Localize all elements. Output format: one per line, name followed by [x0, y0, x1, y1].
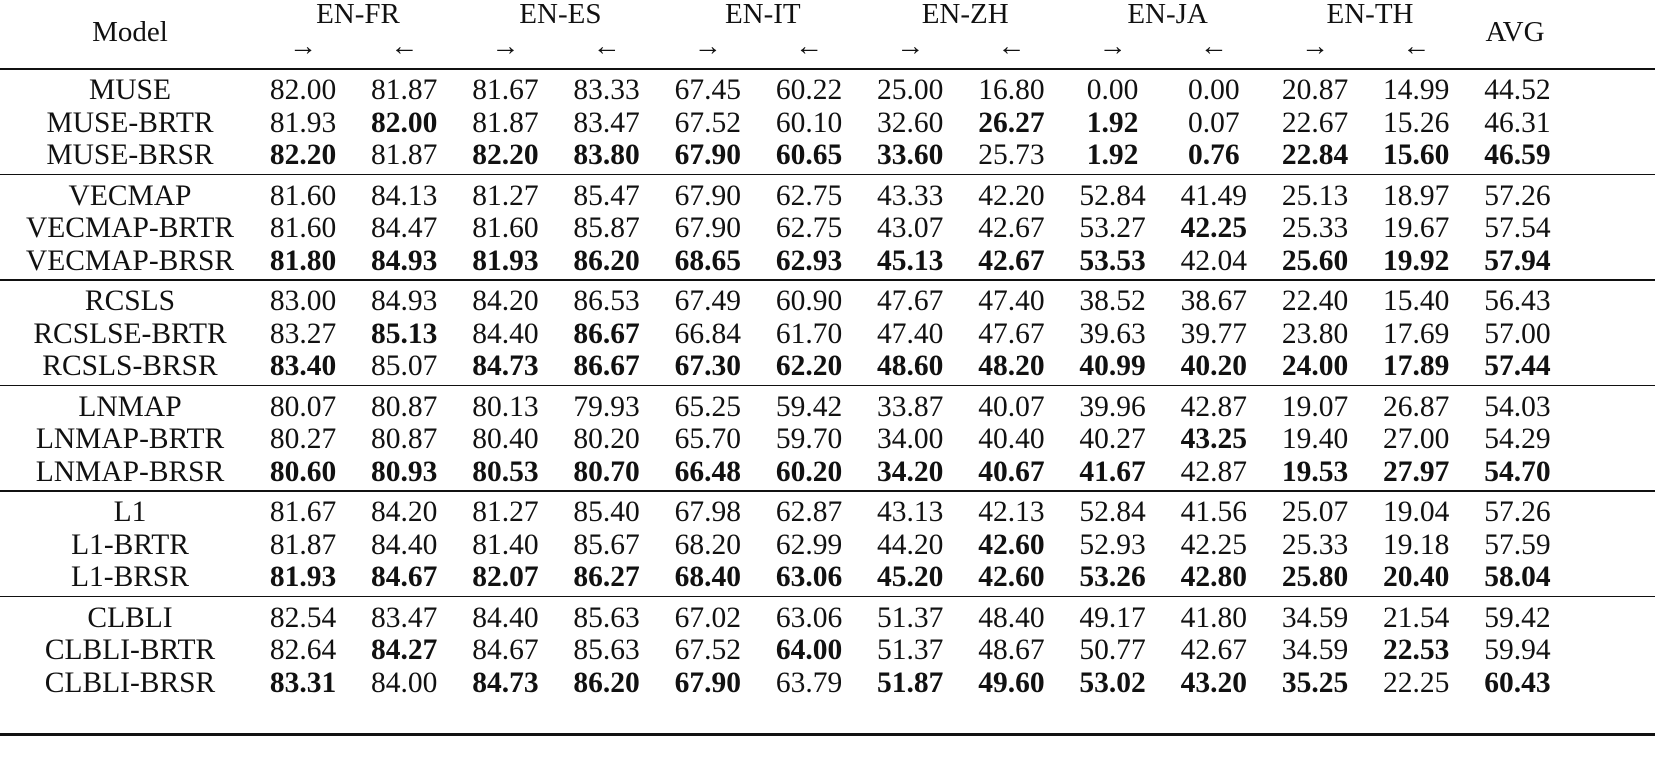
- arrow-right-icon: →: [491, 31, 520, 62]
- score-cell: 83.47: [573, 106, 640, 139]
- score-cell: 63.79: [775, 666, 843, 699]
- score-cell: 65.25: [674, 390, 741, 423]
- score-cell: 80.20: [573, 423, 640, 455]
- score-cell: 18.97: [1383, 179, 1450, 212]
- score-cell: 1.92: [1086, 106, 1139, 139]
- score-cell: 80.07: [269, 390, 337, 423]
- score-cell: 47.40: [877, 317, 944, 350]
- score-cell: 22.67: [1281, 106, 1349, 139]
- score-cell: 84.73: [472, 666, 539, 699]
- score-cell: 68.40: [674, 561, 741, 593]
- score-cell: 80.70: [573, 455, 640, 488]
- avg-cell: 58.04: [1484, 561, 1551, 593]
- score-cell: 67.90: [674, 139, 741, 171]
- score-cell: 81.87: [269, 528, 337, 561]
- score-cell: 81.67: [269, 496, 337, 528]
- model-name: CLBLI-BRSR: [44, 666, 216, 699]
- score-cell: 17.89: [1383, 350, 1450, 382]
- group-separator: [0, 596, 1655, 598]
- score-cell: 25.07: [1281, 496, 1349, 528]
- arrow-left-icon: ←: [390, 31, 419, 62]
- avg-cell: 46.59: [1484, 139, 1551, 171]
- avg-cell: 57.26: [1484, 179, 1551, 212]
- model-name: L1-BRSR: [70, 561, 190, 593]
- score-cell: 19.07: [1281, 390, 1349, 423]
- table-row: [0, 390, 1655, 425]
- score-cell: 39.63: [1079, 317, 1146, 350]
- score-cell: 34.59: [1281, 601, 1349, 634]
- score-cell: 84.73: [472, 350, 539, 382]
- avg-cell: 54.29: [1484, 423, 1551, 455]
- score-cell: 66.48: [674, 455, 741, 488]
- avg-cell: 57.54: [1484, 212, 1551, 244]
- score-cell: 17.69: [1383, 317, 1450, 350]
- score-cell: 86.67: [573, 350, 640, 382]
- score-cell: 42.67: [978, 212, 1045, 244]
- model-name: L1: [113, 496, 147, 528]
- model-name: RCSLSE-BRTR: [33, 317, 227, 350]
- score-cell: 83.31: [269, 666, 337, 699]
- score-cell: 84.93: [371, 244, 438, 277]
- score-cell: 19.18: [1383, 528, 1450, 561]
- score-cell: 42.60: [978, 561, 1045, 593]
- score-cell: 86.27: [573, 561, 640, 593]
- model-name: MUSE: [89, 74, 171, 106]
- score-cell: 82.54: [269, 601, 337, 634]
- score-cell: 48.20: [978, 350, 1045, 382]
- score-cell: 80.87: [371, 423, 438, 455]
- score-cell: 26.27: [978, 106, 1045, 139]
- score-cell: 85.40: [573, 496, 640, 528]
- score-cell: 85.67: [573, 528, 640, 561]
- score-cell: 83.00: [269, 285, 337, 317]
- score-cell: 45.20: [877, 561, 944, 593]
- score-cell: 61.70: [775, 317, 843, 350]
- model-name: LNMAP: [78, 390, 182, 423]
- score-cell: 25.13: [1281, 179, 1349, 212]
- table-row: [0, 317, 1655, 352]
- score-cell: 81.60: [269, 179, 337, 212]
- score-cell: 34.20: [877, 455, 944, 488]
- table-row: [0, 528, 1655, 563]
- score-cell: 35.25: [1281, 666, 1349, 699]
- score-cell: 19.92: [1383, 244, 1450, 277]
- score-cell: 81.93: [472, 244, 539, 277]
- score-cell: 43.13: [877, 496, 944, 528]
- score-cell: 1.92: [1086, 139, 1139, 171]
- score-cell: 47.67: [978, 317, 1045, 350]
- score-cell: 42.60: [978, 528, 1045, 561]
- score-cell: 83.80: [573, 139, 640, 171]
- model-name: RCSLS-BRSR: [42, 350, 218, 382]
- score-cell: 33.87: [877, 390, 944, 423]
- header-pair-en-es: EN-ES: [519, 0, 602, 30]
- arrow-left-icon: ←: [592, 31, 621, 62]
- arrow-right-icon: →: [896, 31, 925, 62]
- arrow-left-icon: ←: [1199, 31, 1228, 62]
- score-cell: 23.80: [1281, 317, 1349, 350]
- score-cell: 41.80: [1180, 601, 1247, 634]
- score-cell: 81.87: [371, 74, 438, 106]
- score-cell: 52.93: [1079, 528, 1146, 561]
- score-cell: 33.60: [877, 139, 944, 171]
- score-cell: 67.02: [674, 601, 741, 634]
- arrow-left-icon: ←: [1402, 31, 1431, 62]
- arrow-right-icon: →: [1301, 31, 1329, 62]
- score-cell: 20.40: [1383, 561, 1450, 593]
- score-cell: 81.87: [472, 106, 539, 139]
- score-cell: 67.90: [674, 212, 741, 244]
- score-cell: 25.60: [1281, 244, 1349, 277]
- avg-cell: 54.03: [1484, 390, 1551, 423]
- score-cell: 82.00: [371, 106, 438, 139]
- score-cell: 42.87: [1180, 455, 1247, 488]
- table-row: [0, 73, 1655, 108]
- score-cell: 39.96: [1079, 390, 1146, 423]
- group-separator: [0, 279, 1655, 281]
- score-cell: 60.10: [775, 106, 843, 139]
- score-cell: 80.53: [472, 455, 539, 488]
- score-cell: 40.40: [978, 423, 1045, 455]
- score-cell: 51.37: [877, 634, 944, 666]
- score-cell: 80.40: [472, 423, 539, 455]
- score-cell: 63.06: [775, 561, 843, 593]
- score-cell: 48.67: [978, 634, 1045, 666]
- score-cell: 64.00: [775, 634, 843, 666]
- score-cell: 41.56: [1180, 496, 1247, 528]
- score-cell: 38.52: [1079, 285, 1146, 317]
- score-cell: 0.76: [1187, 139, 1240, 171]
- score-cell: 84.93: [371, 285, 438, 317]
- score-cell: 20.87: [1281, 74, 1349, 106]
- score-cell: 68.65: [674, 244, 741, 277]
- score-cell: 84.00: [371, 666, 438, 699]
- score-cell: 82.07: [472, 561, 539, 593]
- table-row: [0, 284, 1655, 319]
- header-pair-en-th: EN-TH: [1326, 0, 1414, 30]
- score-cell: 80.93: [371, 455, 438, 488]
- score-cell: 79.93: [573, 390, 640, 423]
- avg-cell: 57.26: [1484, 496, 1551, 528]
- score-cell: 0.00: [1187, 74, 1240, 106]
- table-row: [0, 211, 1655, 246]
- arrow-left-icon: ←: [997, 31, 1026, 62]
- score-cell: 42.80: [1180, 561, 1247, 593]
- score-cell: 14.99: [1383, 74, 1450, 106]
- score-cell: 85.47: [573, 179, 640, 212]
- score-cell: 67.98: [674, 496, 741, 528]
- score-cell: 81.27: [472, 179, 539, 212]
- score-cell: 53.26: [1079, 561, 1146, 593]
- score-cell: 67.30: [674, 350, 741, 382]
- score-cell: 40.07: [978, 390, 1045, 423]
- score-cell: 81.60: [269, 212, 337, 244]
- score-cell: 51.87: [877, 666, 944, 699]
- table-row: [0, 495, 1655, 530]
- score-cell: 26.87: [1383, 390, 1450, 423]
- score-cell: 53.53: [1079, 244, 1146, 277]
- score-cell: 82.20: [269, 139, 337, 171]
- model-name: VECMAP: [68, 179, 192, 212]
- score-cell: 43.20: [1180, 666, 1247, 699]
- score-cell: 34.59: [1281, 634, 1349, 666]
- avg-cell: 56.43: [1484, 285, 1551, 317]
- score-cell: 81.67: [472, 74, 539, 106]
- score-cell: 81.27: [472, 496, 539, 528]
- score-cell: 47.67: [877, 285, 944, 317]
- table-row: [0, 422, 1655, 457]
- score-cell: 84.13: [371, 179, 438, 212]
- score-cell: 19.04: [1383, 496, 1450, 528]
- score-cell: 27.97: [1383, 455, 1450, 488]
- avg-cell: 54.70: [1484, 455, 1551, 488]
- group-separator: [0, 490, 1655, 492]
- score-cell: 40.20: [1180, 350, 1247, 382]
- bottom-rule: [0, 733, 1655, 736]
- score-cell: 83.40: [269, 350, 337, 382]
- score-cell: 60.22: [775, 74, 843, 106]
- score-cell: 43.33: [877, 179, 944, 212]
- score-cell: 81.40: [472, 528, 539, 561]
- model-name: MUSE-BRTR: [46, 106, 214, 139]
- score-cell: 62.93: [775, 244, 843, 277]
- model-name: LNMAP-BRTR: [35, 423, 225, 455]
- model-name: CLBLI: [87, 601, 173, 634]
- score-cell: 40.99: [1079, 350, 1146, 382]
- score-cell: 22.53: [1383, 634, 1450, 666]
- table-row: [0, 601, 1655, 636]
- score-cell: 16.80: [978, 74, 1045, 106]
- score-cell: 42.67: [1180, 634, 1247, 666]
- arrow-right-icon: →: [1098, 31, 1127, 62]
- score-cell: 81.93: [269, 561, 337, 593]
- score-cell: 24.00: [1281, 350, 1349, 382]
- score-cell: 84.67: [472, 634, 539, 666]
- score-cell: 53.02: [1079, 666, 1146, 699]
- score-cell: 82.00: [269, 74, 337, 106]
- score-cell: 52.84: [1079, 496, 1146, 528]
- score-cell: 84.20: [371, 496, 438, 528]
- score-cell: 86.53: [573, 285, 640, 317]
- score-cell: 47.40: [978, 285, 1045, 317]
- group-separator: [0, 174, 1655, 176]
- avg-cell: 59.94: [1484, 634, 1551, 666]
- score-cell: 83.47: [371, 601, 438, 634]
- score-cell: 42.13: [978, 496, 1045, 528]
- score-cell: 83.27: [269, 317, 337, 350]
- table-row: [0, 349, 1655, 384]
- avg-cell: 57.44: [1484, 350, 1551, 382]
- model-name: VECMAP-BRTR: [25, 212, 235, 244]
- score-cell: 67.52: [674, 106, 741, 139]
- score-cell: 42.25: [1180, 528, 1247, 561]
- score-cell: 21.54: [1383, 601, 1450, 634]
- score-cell: 42.67: [978, 244, 1045, 277]
- group-separator: [0, 385, 1655, 387]
- score-cell: 59.42: [775, 390, 843, 423]
- table-row: [0, 560, 1655, 595]
- score-cell: 85.07: [371, 350, 438, 382]
- avg-cell: 44.52: [1484, 74, 1551, 106]
- avg-cell: 57.59: [1484, 528, 1551, 561]
- score-cell: 65.70: [674, 423, 741, 455]
- score-cell: 41.67: [1079, 455, 1146, 488]
- score-cell: 84.40: [371, 528, 438, 561]
- score-cell: 22.25: [1383, 666, 1450, 699]
- score-cell: 15.40: [1383, 285, 1450, 317]
- header-pair-en-ja: EN-JA: [1127, 0, 1208, 30]
- model-name: VECMAP-BRSR: [25, 244, 235, 277]
- score-cell: 59.70: [775, 423, 843, 455]
- score-cell: 60.90: [775, 285, 843, 317]
- score-cell: 40.27: [1079, 423, 1146, 455]
- score-cell: 66.84: [674, 317, 741, 350]
- score-cell: 67.90: [674, 179, 741, 212]
- score-cell: 48.60: [877, 350, 944, 382]
- score-cell: 84.27: [371, 634, 438, 666]
- score-cell: 85.87: [573, 212, 640, 244]
- score-cell: 22.84: [1281, 139, 1349, 171]
- table-row: [0, 666, 1655, 701]
- score-cell: 45.13: [877, 244, 944, 277]
- arrow-left-icon: ←: [795, 31, 823, 62]
- score-cell: 25.80: [1281, 561, 1349, 593]
- score-cell: 25.33: [1281, 212, 1349, 244]
- score-cell: 63.06: [775, 601, 843, 634]
- score-cell: 49.60: [978, 666, 1045, 699]
- score-cell: 67.45: [674, 74, 741, 106]
- score-cell: 81.87: [371, 139, 438, 171]
- model-name: LNMAP-BRSR: [35, 455, 225, 488]
- score-cell: 62.20: [775, 350, 843, 382]
- score-cell: 81.80: [269, 244, 337, 277]
- score-cell: 19.67: [1383, 212, 1450, 244]
- score-cell: 68.20: [674, 528, 741, 561]
- score-cell: 42.04: [1180, 244, 1247, 277]
- score-cell: 85.63: [573, 634, 640, 666]
- score-cell: 62.75: [775, 212, 843, 244]
- score-cell: 67.49: [674, 285, 741, 317]
- score-cell: 41.49: [1180, 179, 1247, 212]
- score-cell: 60.20: [775, 455, 843, 488]
- table-row: [0, 455, 1655, 490]
- score-cell: 80.60: [269, 455, 337, 488]
- score-cell: 62.87: [775, 496, 843, 528]
- score-cell: 52.84: [1079, 179, 1146, 212]
- score-cell: 60.65: [775, 139, 843, 171]
- score-cell: 82.20: [472, 139, 539, 171]
- model-name: MUSE-BRSR: [46, 139, 214, 171]
- score-cell: 67.52: [674, 634, 741, 666]
- score-cell: 62.99: [775, 528, 843, 561]
- score-cell: 48.40: [978, 601, 1045, 634]
- score-cell: 40.67: [978, 455, 1045, 488]
- score-cell: 85.63: [573, 601, 640, 634]
- header-pair-en-zh: EN-ZH: [921, 0, 1009, 30]
- score-cell: 86.20: [573, 244, 640, 277]
- score-cell: 84.20: [472, 285, 539, 317]
- score-cell: 84.67: [371, 561, 438, 593]
- avg-cell: 57.00: [1484, 317, 1551, 350]
- header-avg: AVG: [1485, 16, 1545, 48]
- table-row: [0, 179, 1655, 214]
- arrow-right-icon: →: [693, 31, 722, 62]
- score-cell: 84.40: [472, 317, 539, 350]
- score-cell: 34.00: [877, 423, 944, 455]
- score-cell: 22.40: [1281, 285, 1349, 317]
- header-model: Model: [92, 16, 168, 48]
- score-cell: 85.13: [371, 317, 438, 350]
- score-cell: 42.20: [978, 179, 1045, 212]
- score-cell: 0.07: [1187, 106, 1240, 139]
- model-name: CLBLI-BRTR: [44, 634, 216, 666]
- avg-cell: 57.94: [1484, 244, 1551, 277]
- avg-cell: 59.42: [1484, 601, 1551, 634]
- score-cell: 80.13: [472, 390, 539, 423]
- score-cell: 43.25: [1180, 423, 1247, 455]
- top-rule: [0, 68, 1655, 70]
- score-cell: 50.77: [1079, 634, 1146, 666]
- table-row: [0, 633, 1655, 668]
- score-cell: 19.40: [1281, 423, 1349, 455]
- score-cell: 25.00: [877, 74, 944, 106]
- avg-cell: 46.31: [1484, 106, 1551, 139]
- score-cell: 80.27: [269, 423, 337, 455]
- score-cell: 27.00: [1383, 423, 1450, 455]
- score-cell: 19.53: [1281, 455, 1349, 488]
- score-cell: 81.60: [472, 212, 539, 244]
- score-cell: 38.67: [1180, 285, 1247, 317]
- score-cell: 67.90: [674, 666, 741, 699]
- score-cell: 49.17: [1079, 601, 1146, 634]
- score-cell: 53.27: [1079, 212, 1146, 244]
- score-cell: 62.75: [775, 179, 843, 212]
- score-cell: 32.60: [877, 106, 944, 139]
- score-cell: 39.77: [1180, 317, 1247, 350]
- score-cell: 86.20: [573, 666, 640, 699]
- model-name: L1-BRTR: [71, 528, 189, 561]
- score-cell: 80.87: [371, 390, 438, 423]
- arrow-right-icon: →: [289, 31, 317, 62]
- score-cell: 15.60: [1383, 139, 1450, 171]
- score-cell: 51.37: [877, 601, 944, 634]
- score-cell: 25.73: [978, 139, 1045, 171]
- header-pair-en-fr: EN-FR: [316, 0, 400, 30]
- score-cell: 84.40: [472, 601, 539, 634]
- score-cell: 82.64: [269, 634, 337, 666]
- score-cell: 44.20: [877, 528, 944, 561]
- table-row: [0, 106, 1655, 141]
- score-cell: 15.26: [1383, 106, 1450, 139]
- score-cell: 42.25: [1180, 212, 1247, 244]
- score-cell: 0.00: [1086, 74, 1139, 106]
- score-cell: 42.87: [1180, 390, 1247, 423]
- table-row: [0, 138, 1655, 173]
- score-cell: 86.67: [573, 317, 640, 350]
- avg-cell: 60.43: [1484, 666, 1551, 699]
- table-row: [0, 244, 1655, 279]
- score-cell: 81.93: [269, 106, 337, 139]
- score-cell: 25.33: [1281, 528, 1349, 561]
- header-pair-en-it: EN-IT: [724, 0, 801, 30]
- score-cell: 43.07: [877, 212, 944, 244]
- score-cell: 84.47: [371, 212, 438, 244]
- score-cell: 83.33: [573, 74, 640, 106]
- model-name: RCSLS: [84, 285, 176, 317]
